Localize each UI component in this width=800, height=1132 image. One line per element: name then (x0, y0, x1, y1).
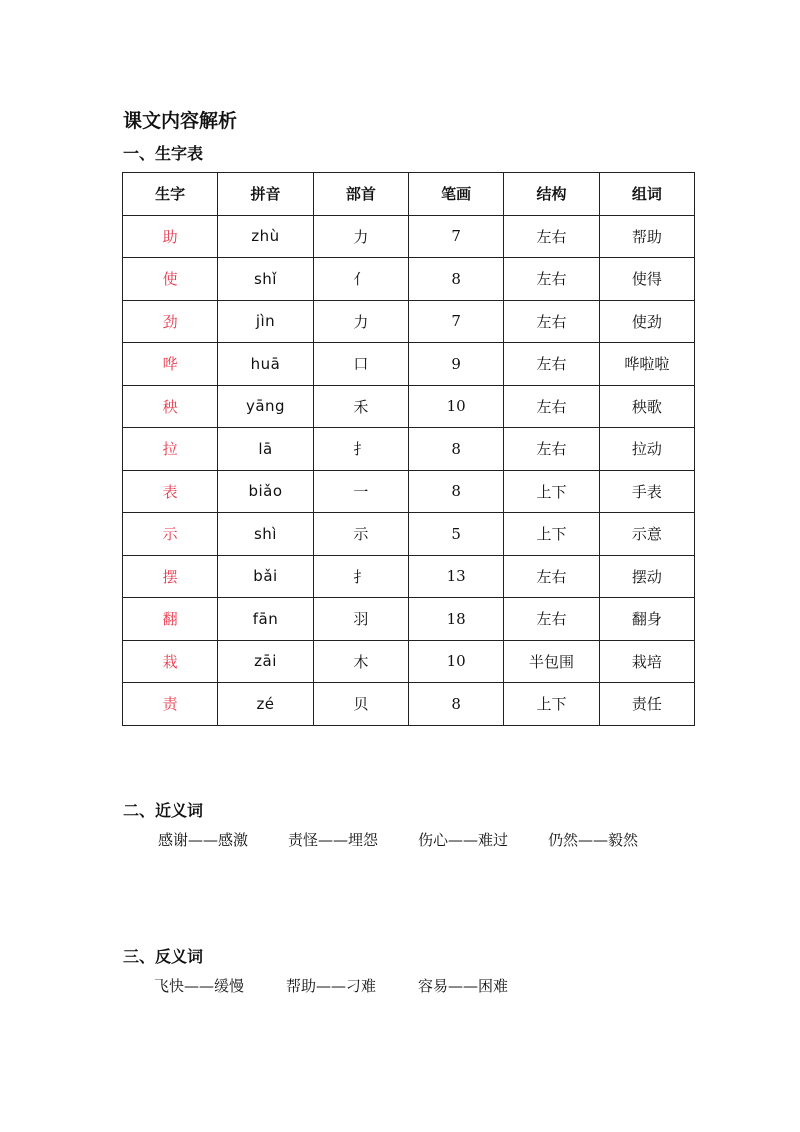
word-cell: 秧歌 (599, 385, 694, 428)
pinyin-cell: jìn (218, 300, 313, 343)
radical-cell: 力 (313, 300, 408, 343)
radical-cell: 扌 (313, 555, 408, 598)
word-pair: 飞快——缓慢 (154, 977, 245, 995)
pinyin-cell: zhù (218, 215, 313, 258)
character-cell: 示 (123, 513, 218, 556)
table-row (123, 215, 695, 258)
radical-cell: 一 (313, 470, 408, 513)
character-cell: 摆 (123, 555, 218, 598)
table-row (123, 300, 695, 343)
pinyin-cell: zé (218, 683, 313, 726)
section-heading-synonyms: 二、近义词 (123, 801, 204, 820)
structure-cell: 左右 (504, 215, 599, 258)
radical-cell: 禾 (313, 385, 408, 428)
structure-cell: 半包围 (504, 640, 599, 683)
table-header-row (123, 173, 695, 216)
word-cell: 哗啦啦 (599, 343, 694, 386)
word-cell: 使得 (599, 258, 694, 301)
table-row (123, 343, 695, 386)
column-header: 拼音 (218, 173, 313, 216)
character-cell: 表 (123, 470, 218, 513)
character-cell: 拉 (123, 428, 218, 471)
structure-cell: 左右 (504, 385, 599, 428)
word-cell: 使劲 (599, 300, 694, 343)
character-cell: 翻 (123, 598, 218, 641)
stroke-count-cell: 9 (408, 343, 503, 386)
section-heading-char-table: 一、生字表 (123, 144, 204, 163)
radical-cell: 扌 (313, 428, 408, 471)
radical-cell: 亻 (313, 258, 408, 301)
pinyin-cell: huā (218, 343, 313, 386)
word-pair: 伤心——难过 (418, 831, 509, 849)
word-cell: 示意 (599, 513, 694, 556)
character-cell: 使 (123, 258, 218, 301)
table-row (123, 640, 695, 683)
antonym-list (154, 975, 550, 996)
word-cell: 拉动 (599, 428, 694, 471)
word-pair: 责怪——埋怨 (288, 831, 379, 849)
column-header: 结构 (504, 173, 599, 216)
pinyin-cell: biǎo (218, 470, 313, 513)
word-cell: 帮助 (599, 215, 694, 258)
table-row (123, 428, 695, 471)
structure-cell: 左右 (504, 258, 599, 301)
radical-cell: 口 (313, 343, 408, 386)
structure-cell: 左右 (504, 300, 599, 343)
document-title: 课文内容解析 (123, 110, 238, 132)
radical-cell: 贝 (313, 683, 408, 726)
character-cell: 栽 (123, 640, 218, 683)
section-heading-antonyms: 三、反义词 (123, 947, 204, 966)
table-row (123, 598, 695, 641)
structure-cell: 上下 (504, 470, 599, 513)
pinyin-cell: bǎi (218, 555, 313, 598)
word-pair: 帮助——刁难 (286, 977, 377, 995)
radical-cell: 示 (313, 513, 408, 556)
stroke-count-cell: 8 (408, 470, 503, 513)
radical-cell: 力 (313, 215, 408, 258)
structure-cell: 左右 (504, 555, 599, 598)
column-header: 部首 (313, 173, 408, 216)
radical-cell: 木 (313, 640, 408, 683)
stroke-count-cell: 8 (408, 258, 503, 301)
table-row (123, 683, 695, 726)
structure-cell: 左右 (504, 428, 599, 471)
stroke-count-cell: 5 (408, 513, 503, 556)
character-cell: 责 (123, 683, 218, 726)
word-cell: 责任 (599, 683, 694, 726)
character-table (122, 172, 695, 726)
pinyin-cell: shǐ (218, 258, 313, 301)
pinyin-cell: fān (218, 598, 313, 641)
word-cell: 栽培 (599, 640, 694, 683)
character-cell: 秧 (123, 385, 218, 428)
pinyin-cell: lā (218, 428, 313, 471)
synonym-list (158, 829, 678, 850)
stroke-count-cell: 10 (408, 385, 503, 428)
column-header: 生字 (123, 173, 218, 216)
word-pair: 容易——困难 (418, 977, 509, 995)
stroke-count-cell: 7 (408, 215, 503, 258)
pinyin-cell: yāng (218, 385, 313, 428)
table-row (123, 258, 695, 301)
table-row (123, 555, 695, 598)
structure-cell: 上下 (504, 513, 599, 556)
table-row (123, 513, 695, 556)
column-header: 笔画 (408, 173, 503, 216)
stroke-count-cell: 13 (408, 555, 503, 598)
structure-cell: 上下 (504, 683, 599, 726)
character-cell: 助 (123, 215, 218, 258)
pinyin-cell: zāi (218, 640, 313, 683)
table-row (123, 385, 695, 428)
radical-cell: 羽 (313, 598, 408, 641)
stroke-count-cell: 10 (408, 640, 503, 683)
table-body (123, 215, 695, 725)
word-pair: 感谢——感激 (158, 831, 249, 849)
stroke-count-cell: 8 (408, 428, 503, 471)
structure-cell: 左右 (504, 598, 599, 641)
word-cell: 摆动 (599, 555, 694, 598)
column-header: 组词 (599, 173, 694, 216)
word-pair: 仍然——毅然 (548, 831, 639, 849)
character-cell: 哗 (123, 343, 218, 386)
stroke-count-cell: 18 (408, 598, 503, 641)
structure-cell: 左右 (504, 343, 599, 386)
stroke-count-cell: 8 (408, 683, 503, 726)
table-row (123, 470, 695, 513)
pinyin-cell: shì (218, 513, 313, 556)
stroke-count-cell: 7 (408, 300, 503, 343)
character-cell: 劲 (123, 300, 218, 343)
word-cell: 手表 (599, 470, 694, 513)
word-cell: 翻身 (599, 598, 694, 641)
